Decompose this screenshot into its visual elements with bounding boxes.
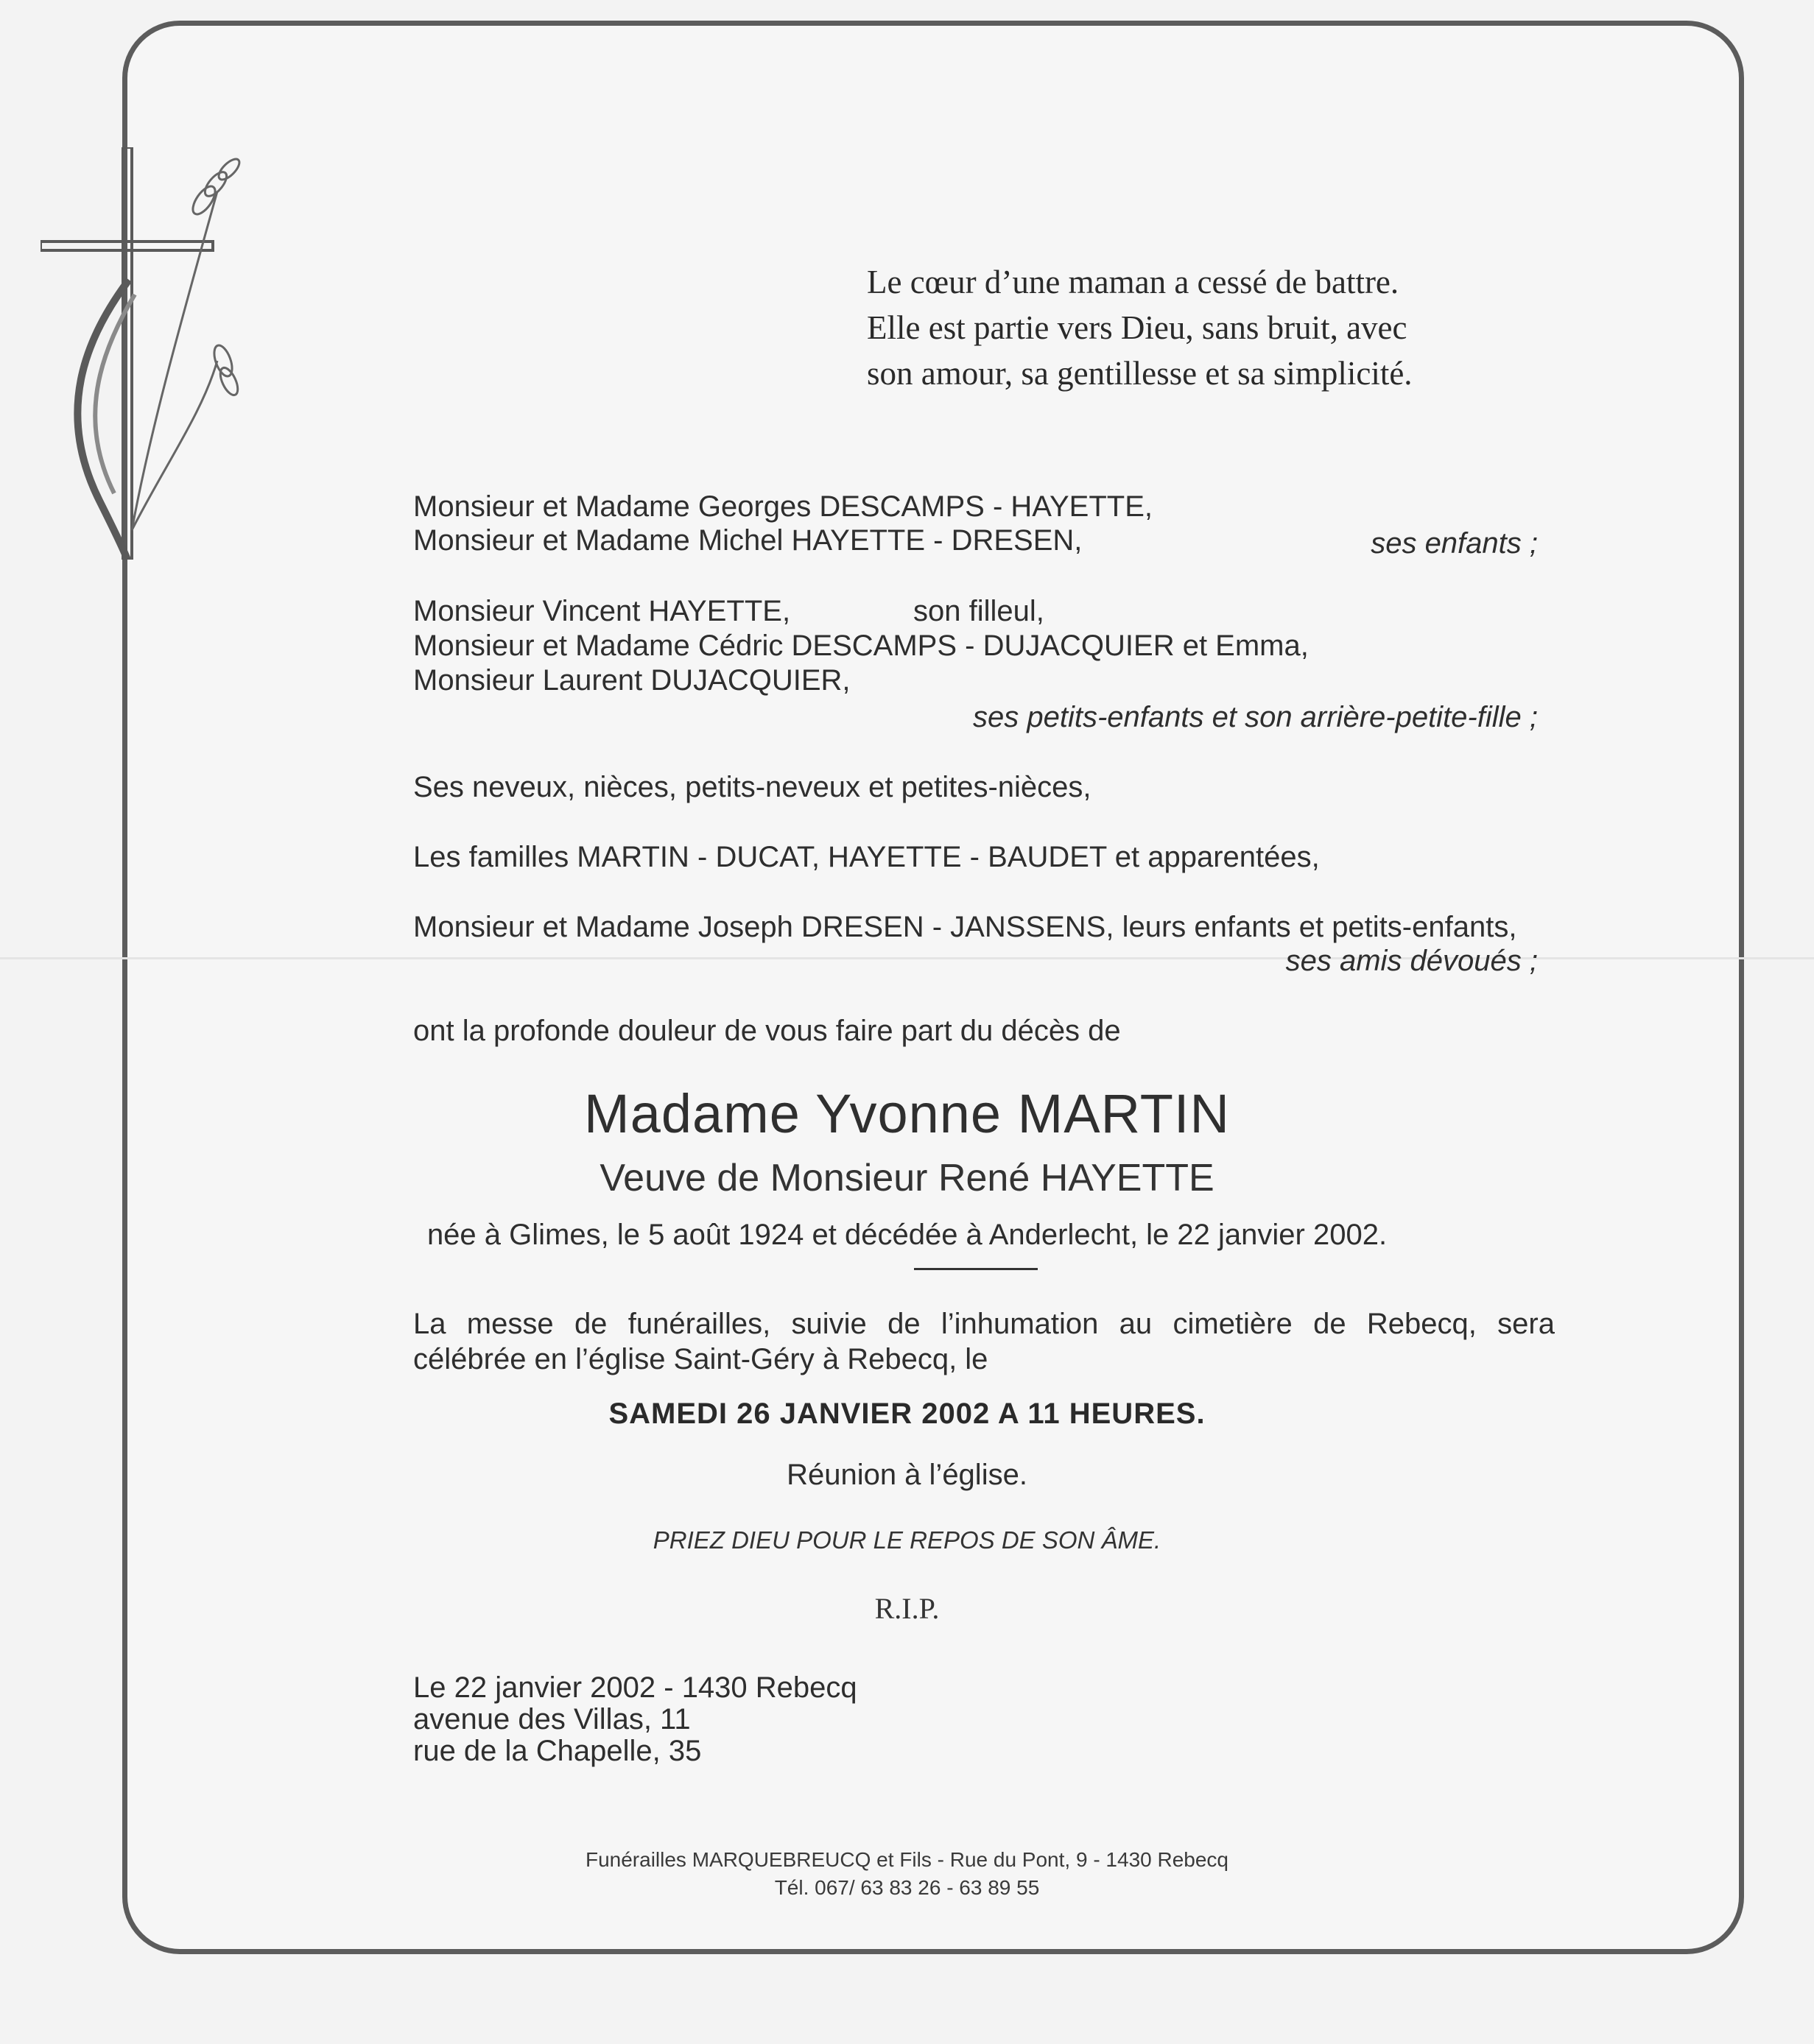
birth-death-dates: née à Glimes, le 5 août 1924 et décédée à Anderlecht, le 22 janvier 2002. — [426, 1219, 1388, 1251]
announcement: ont la profonde douleur de vous faire part du décès de — [413, 1015, 1121, 1047]
funeral-home: Funérailles MARQUEBREUCQ et Fils - Rue du Pont, 9 - 1430 Rebecq — [585, 1848, 1229, 1871]
mass-line: célébrée en l’église Saint-Géry à Rebecq, le — [413, 1343, 988, 1375]
memorial-poem — [867, 259, 1413, 396]
nephews-line: Ses neveux, nièces, petits-neveux et petites-nièces, — [413, 771, 1091, 803]
grandchildren-role: ses petits-enfants et son arrière-petite-fille ; — [972, 701, 1538, 733]
fold-line — [0, 957, 1814, 959]
godson-line: Monsieur Vincent HAYETTE, — [413, 595, 791, 627]
deceased-name: Madame Yvonne MARTIN — [584, 1083, 1230, 1144]
cross-wheat-icon — [41, 147, 261, 560]
friends-line: Monsieur et Madame Joseph DRESEN - JANSSENS, leurs enfants et petits-enfants, — [413, 911, 1517, 943]
families-line: Les familles MARTIN - DUCAT, HAYETTE - BAUDET et apparentées, — [413, 841, 1320, 873]
meeting-place: Réunion à l’église. — [787, 1459, 1027, 1491]
prayer: PRIEZ DIEU POUR LE REPOS DE SON ÂME. — [653, 1526, 1161, 1554]
address-line: avenue des Villas, 11 — [413, 1703, 691, 1735]
mass-line: La messe de funérailles, suivie de l’inhumation au cimetière de Rebecq, sera — [413, 1308, 1555, 1340]
divider — [914, 1268, 1038, 1270]
widow-of: Veuve de Monsieur René HAYETTE — [600, 1157, 1214, 1199]
ceremony-datetime: SAMEDI 26 JANVIER 2002 A 11 HEURES. — [608, 1398, 1206, 1430]
child-line: Monsieur et Madame Michel HAYETTE - DRESEN, — [413, 524, 1083, 557]
poem-line: Le cœur d’une maman a cessé de battre. — [867, 264, 1399, 300]
mass-paragraph — [413, 1306, 1555, 1377]
poem-line: Elle est partie vers Dieu, sans bruit, avec — [867, 309, 1407, 346]
funeral-home-phone: Tél. 067/ 63 83 26 - 63 89 55 — [774, 1876, 1040, 1899]
rip: R.I.P. — [874, 1592, 940, 1625]
friends-role: ses amis dévoués ; — [1285, 945, 1538, 977]
grandchild-line: Monsieur Laurent DUJACQUIER, — [413, 664, 851, 697]
godson-role: son filleul, — [913, 595, 1044, 627]
poem-line: son amour, sa gentillesse et sa simplicité. — [867, 355, 1413, 392]
children-role: ses enfants ; — [1371, 527, 1538, 560]
child-line: Monsieur et Madame Georges DESCAMPS - HAYETTE, — [413, 490, 1153, 523]
address-line: rue de la Chapelle, 35 — [413, 1735, 702, 1767]
grandchild-line: Monsieur et Madame Cédric DESCAMPS - DUJACQUIER et Emma, — [413, 630, 1309, 662]
address-line: Le 22 janvier 2002 - 1430 Rebecq — [413, 1671, 857, 1704]
